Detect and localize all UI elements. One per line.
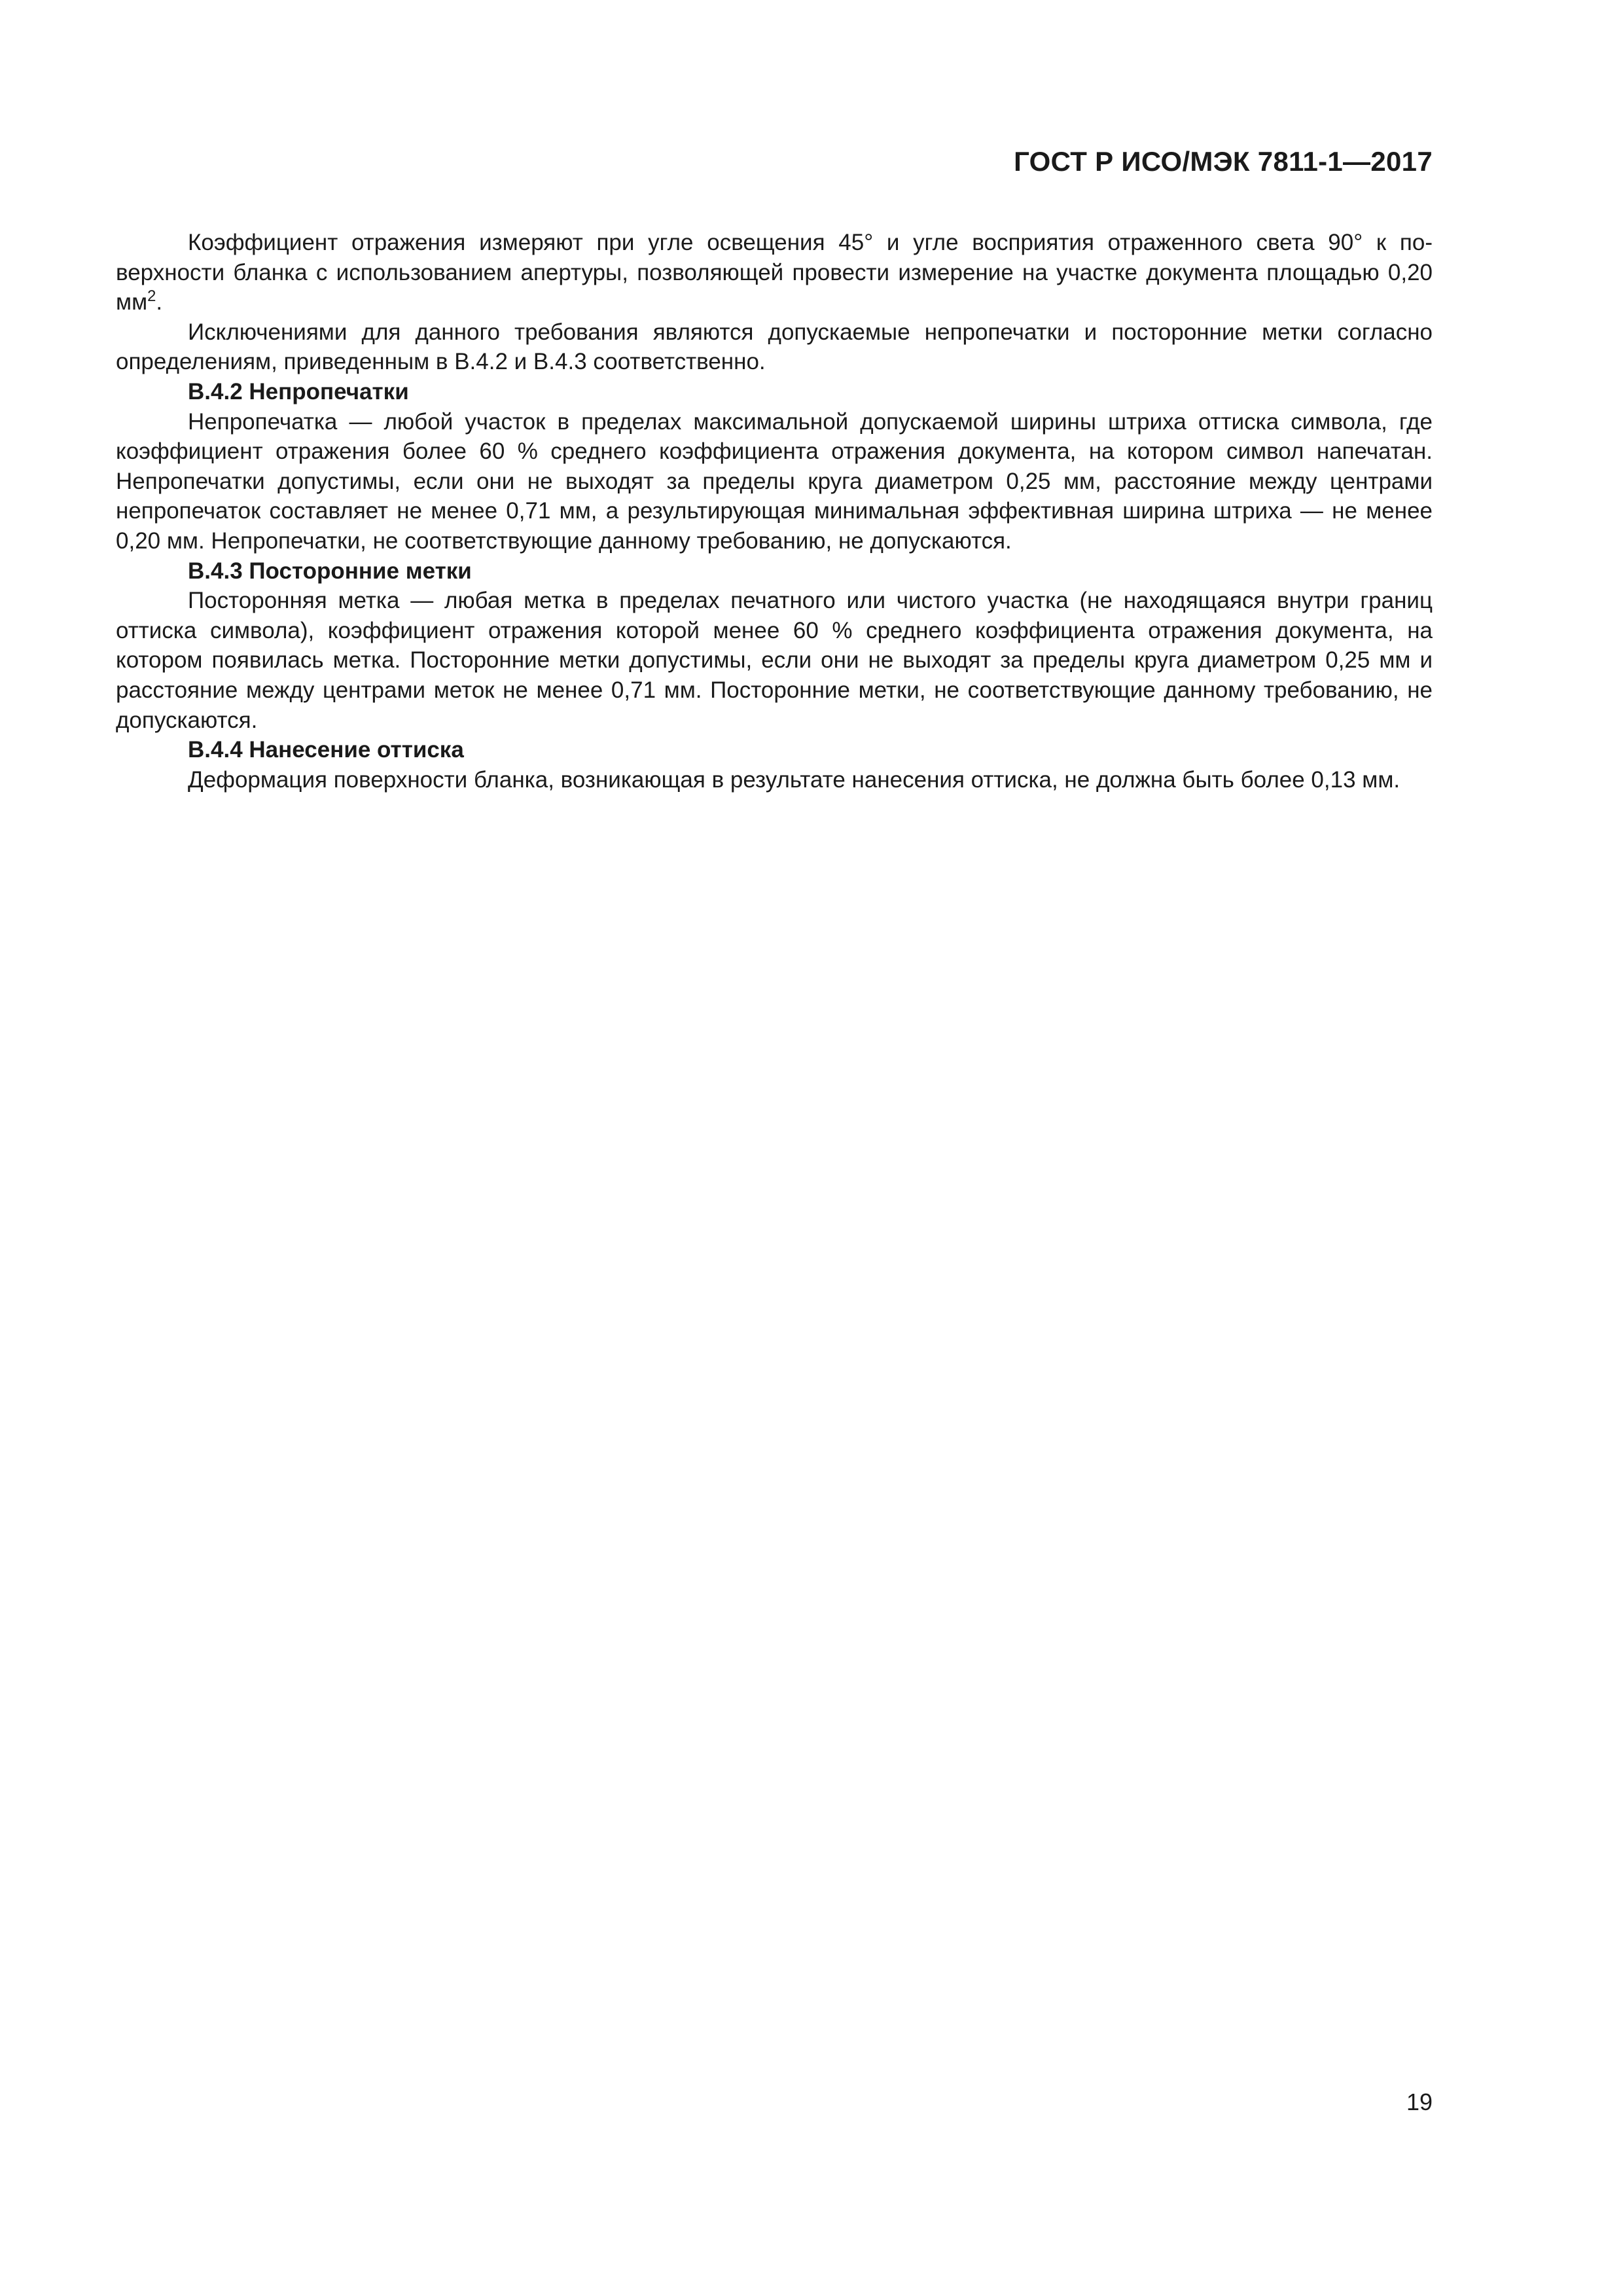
unit-superscript: 2 <box>147 287 156 306</box>
intro-paragraph-reflectance-end: . <box>156 289 163 315</box>
document-header-title: ГОСТ Р ИСО/МЭК 7811-1—2017 <box>1014 146 1433 177</box>
document-body <box>116 228 1433 795</box>
section-text-b44: Деформация поверхности бланка, возникающая в результате нанесения оттиска, не должна быть более 0,13 мм. <box>188 766 1400 793</box>
section-text-b43: Посторонняя метка — любая метка в пределах печатного или чистого участка (не находящаяся внутри границ оттиска символа), коэффициент отражения которой менее 60 % среднего коэффициента отражения документа, на котором появилась метка. Посторонние метки допустимы, если они не выходят за пределы круга диаметром 0,25 мм и расстояние между центрами меток не менее 0,71 мм. Посторонние метки, не соответствующие данному требованию, не допускаются. <box>116 588 1433 733</box>
section-heading-b44: В.4.4 Нанесение оттиска <box>188 737 464 763</box>
section-heading-b42: В.4.2 Непропечатки <box>188 378 409 404</box>
intro-paragraph-reflectance-text: Коэффициент отражения измеряют при угле освещения 45° и угле восприятия отраженного света 90° к поверхности бланка с использованием апертуры, позволяющей провести измерение на участке документа площадью 0,20 мм <box>116 230 1433 315</box>
page-number: 19 <box>1406 2089 1433 2115</box>
intro-paragraph-exceptions: Исключениями для данного требования являются допускаемые непропечатки и посторонние метки согласно определениям, приведенным в В.4.2 и В.4.3 соответственно. <box>116 319 1433 375</box>
section-text-b42: Непропечатка — любой участок в пределах максимальной допускаемой ширины штриха оттиска символа, где коэффициент отражения более 60 % среднего коэффициента отражения документа, на котором символ напечатан. Непропечатки допустимы, если они не выходят за пределы круга диаметром 0,25 мм, расстояние между центрами непропечаток составляет не менее 0,71 мм, а результирующая минимальная эффективная ширина штриха — не менее 0,20 мм. Непропечатки, не соответствующие данному требованию, не допускаются. <box>116 408 1433 554</box>
intro-paragraph-reflectance <box>116 228 1433 317</box>
section-heading-b43: В.4.3 Посторонние метки <box>188 558 472 584</box>
